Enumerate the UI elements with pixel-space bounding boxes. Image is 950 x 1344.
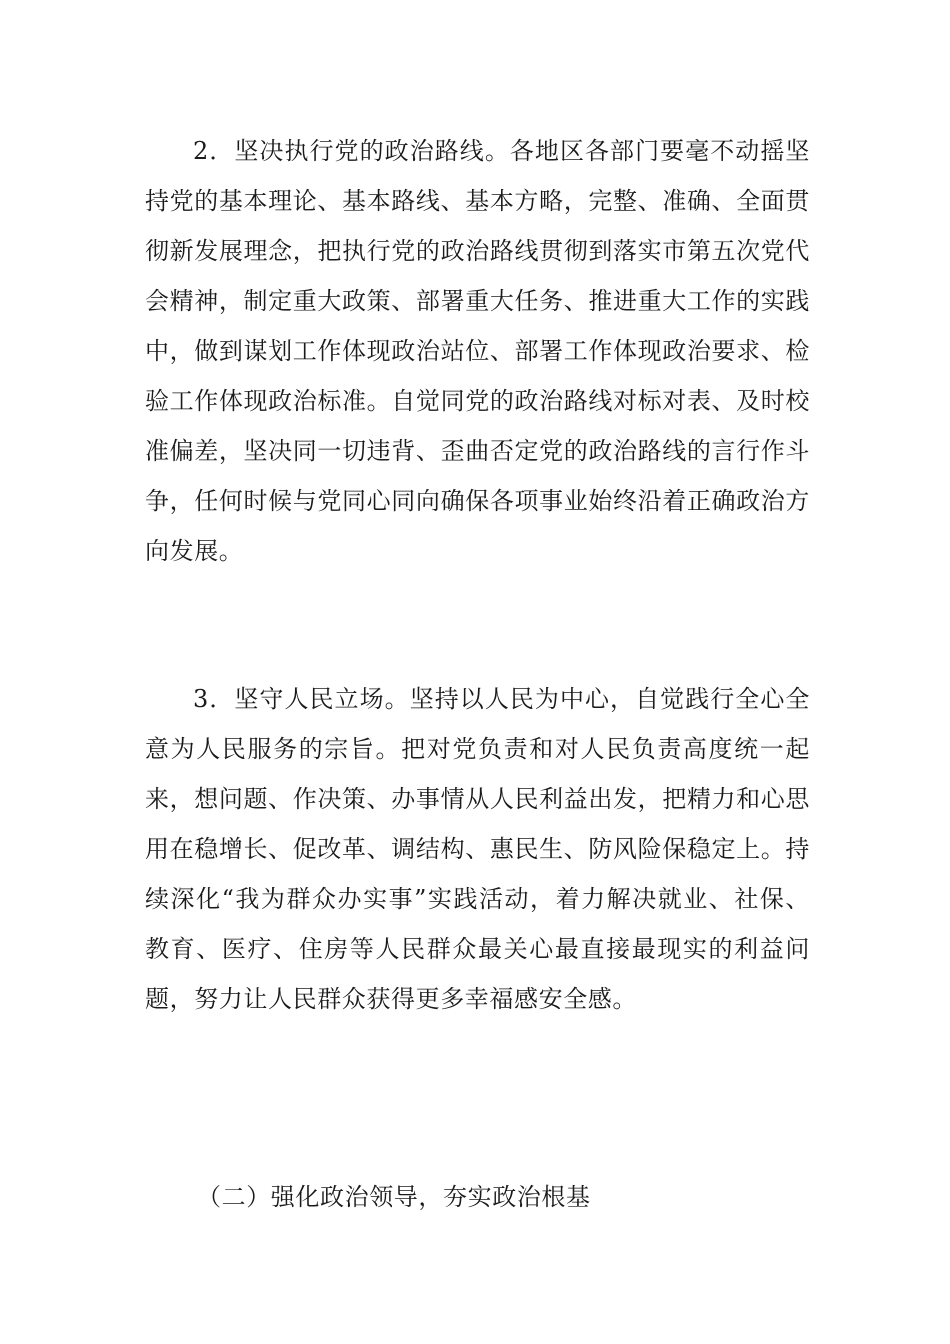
- paragraph-political-line: 2．坚决执行党的政治路线。各地区各部门要毫不动摇坚持党的基本理论、基本路线、基本方略，完整、准确、全面贯彻新发展理念，把执行党的政治路线贯彻到落实市第五次党代会精神，制定重大政策、部署重大任务、推进重大工作的实践中，做到谋划工作体现政治站位、部署工作体现政治要求、检验工作体现政治标准。自觉同党的政治路线对标对表、及时校准偏差，坚决同一切违背、歪曲否定党的政治路线的言行作斗争，任何时候与党同心同向确保各项事业始终沿着正确政治方向发展。: [145, 137, 810, 565]
- paragraph-people-stance: 3．坚守人民立场。坚持以人民为中心，自觉践行全心全意为人民服务的宗旨。把对党负责和对人民负责高度统一起来，想问题、作决策、办事情从人民利益出发，把精力和心思用在稳增长、促改革、调结构、惠民生、防风险保稳定上。持续深化“我为群众办实事”实践活动，着力解决就业、社保、教育、医疗、住房等人民群众最关心最直接最现实的利益问题，努力让人民群众获得更多幸福感安全感。: [145, 685, 810, 1013]
- section-heading: （二）强化政治领导，夯实政治根基: [197, 1183, 591, 1211]
